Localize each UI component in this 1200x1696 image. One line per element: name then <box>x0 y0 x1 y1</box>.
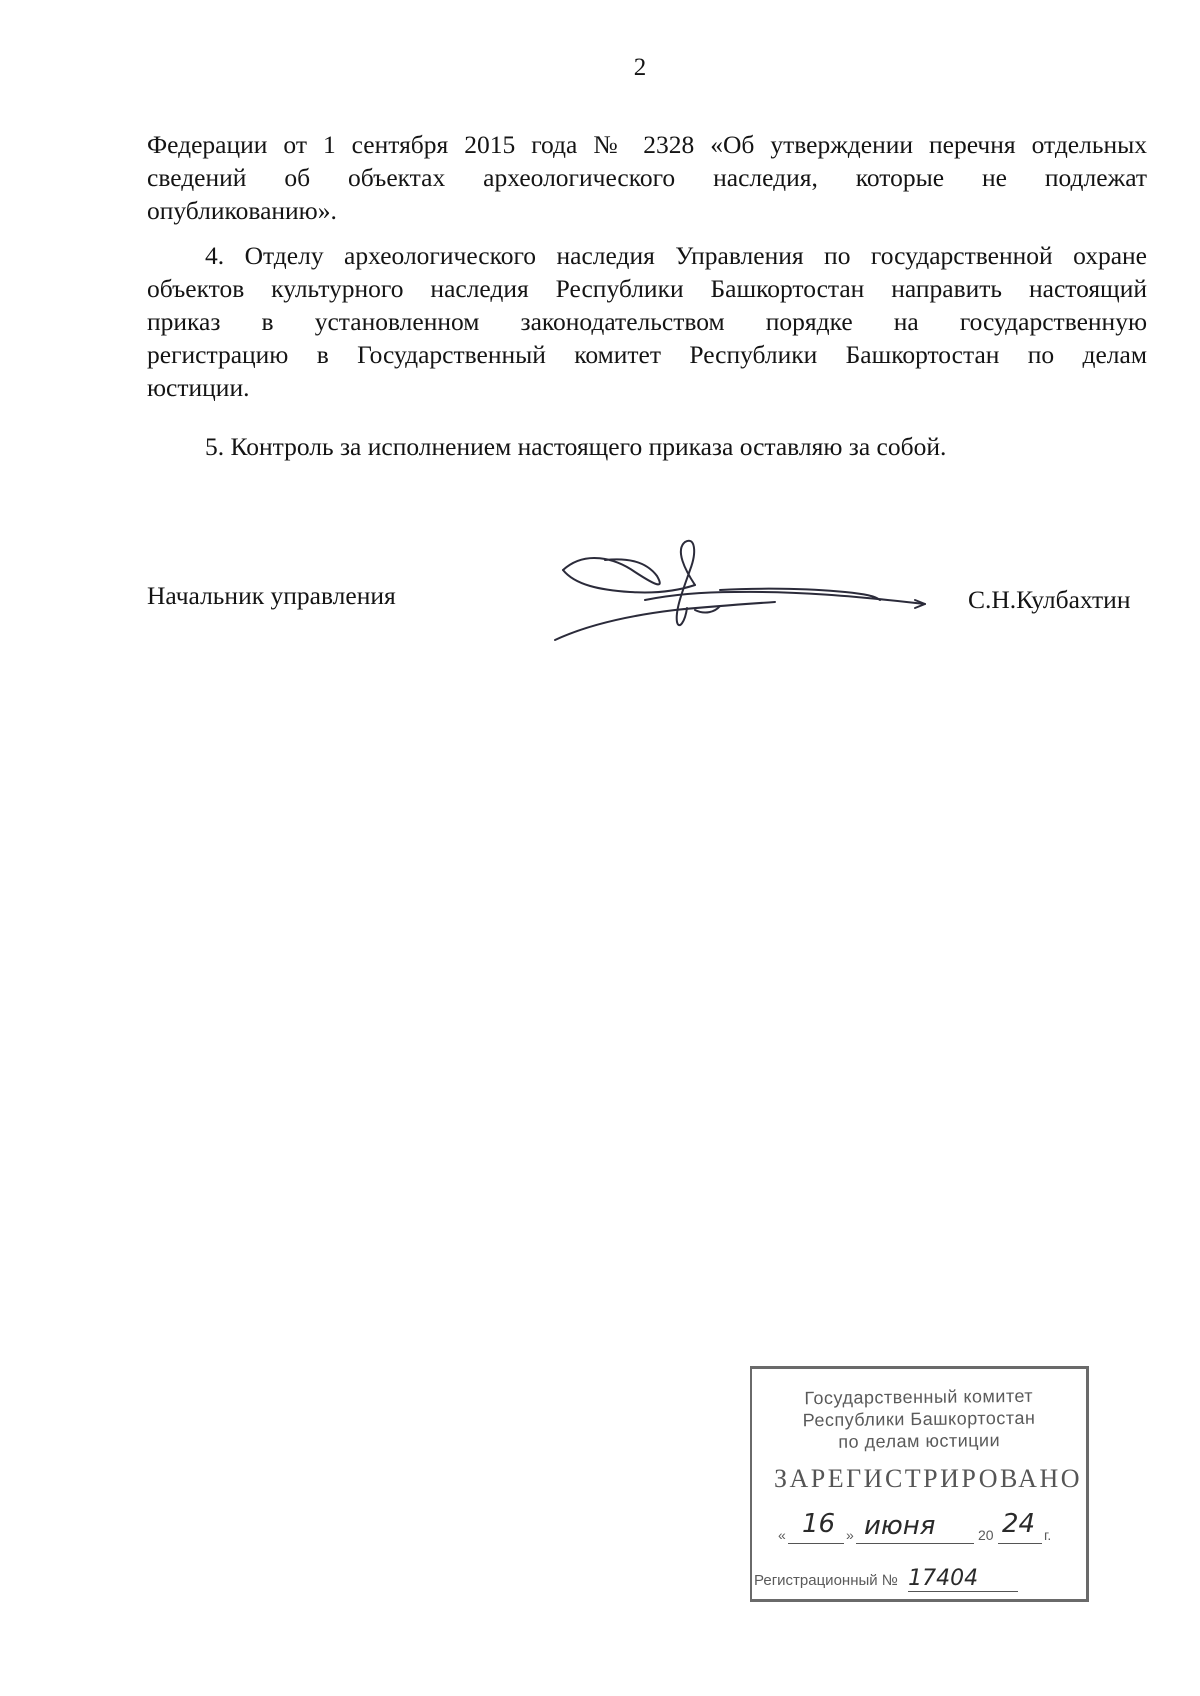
year-underline <box>998 1543 1042 1544</box>
text-line: регистрацию в Государственный комитет Республики Башкортостан по делам <box>147 340 1147 369</box>
text-line: 5. Контроль за исполнением настоящего приказа оставляю за собой. <box>205 432 947 461</box>
month-underline <box>856 1543 974 1544</box>
text-line: Федерации от 1 сентября 2015 года № 2328 «Об утверждении перечня отдельных <box>147 130 1147 159</box>
text-line: юстиции. <box>147 373 250 402</box>
stamp-date <box>778 1509 1078 1549</box>
signatory-position: Начальник управления <box>147 581 396 610</box>
text-line: 4. Отделу археологического наследия Управления по государственной охране <box>205 241 1147 270</box>
paragraph-continuation <box>147 128 1147 227</box>
stamp-organization <box>750 1384 1089 1454</box>
reg-label: Регистрационный № <box>754 1572 898 1589</box>
quote-close: » <box>846 1527 854 1543</box>
stamp-month: июня <box>864 1511 936 1541</box>
quote-open: « <box>778 1527 786 1543</box>
year-unit: г. <box>1044 1527 1052 1543</box>
paragraph-item-5 <box>147 430 1147 463</box>
stamp-org-line: Государственный комитет <box>804 1385 1034 1409</box>
reg-number: 17404 <box>908 1566 1018 1592</box>
paragraph-item-4 <box>147 239 1147 404</box>
stamp-status: ЗАРЕГИСТРИРОВАНО <box>774 1464 1082 1493</box>
stamp-org-line: по делам юстиции <box>838 1430 1001 1452</box>
registration-stamp <box>750 1366 1088 1601</box>
stamp-day: 16 <box>802 1509 836 1539</box>
text-line: объектов культурного наследия Республики Башкортостан направить настоящий <box>147 274 1147 303</box>
stamp-org-line: Республики Башкортостан <box>802 1407 1036 1431</box>
page-number: 2 <box>633 54 647 81</box>
stamp-year: 24 <box>1002 1509 1036 1539</box>
text-line: сведений об объектах археологического наследия, которые не подлежат <box>147 163 1147 192</box>
year-prefix: 20 <box>978 1527 994 1543</box>
signatory-name: С.Н.Кулбахтин <box>968 585 1131 614</box>
stamp-registration <box>754 1566 1018 1592</box>
text-line: опубликованию». <box>147 196 337 225</box>
text-line: приказ в установленном законодательством порядке на государственную <box>147 307 1147 336</box>
handwritten-signature <box>545 530 935 650</box>
day-underline <box>788 1543 844 1544</box>
